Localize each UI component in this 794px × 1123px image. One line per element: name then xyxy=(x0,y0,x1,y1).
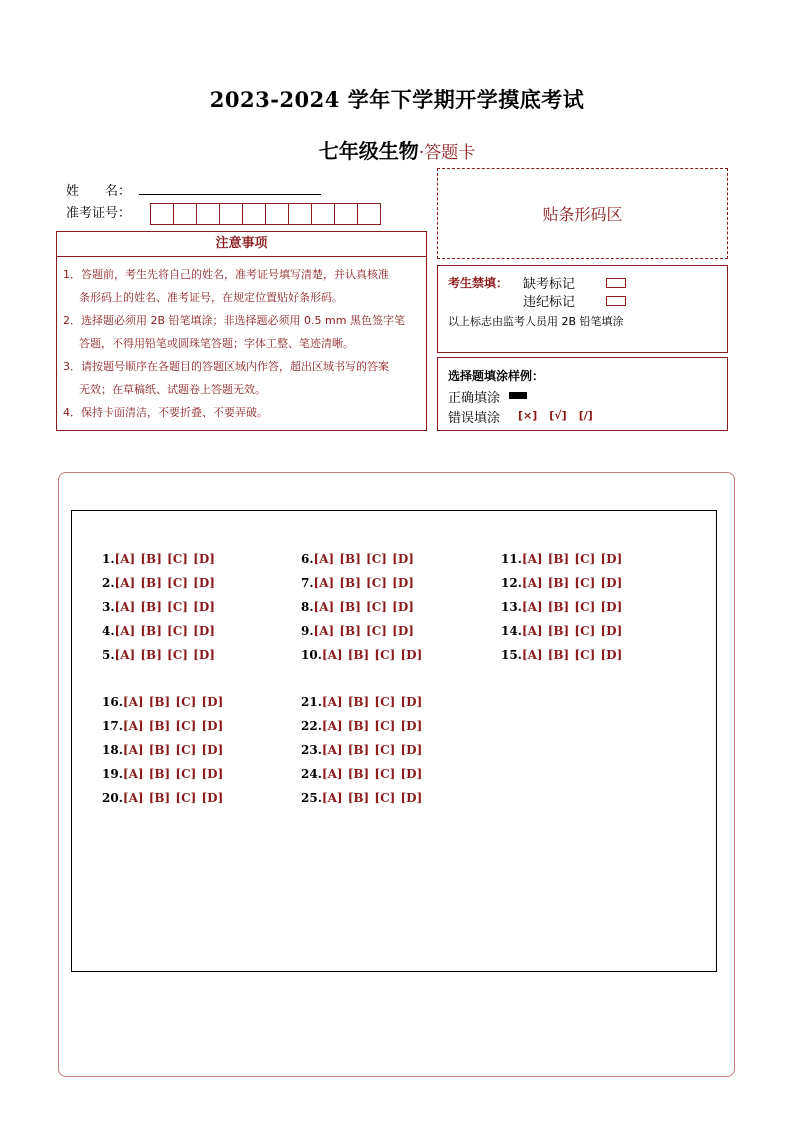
answer-options[interactable]: [A] [B] [C] [D] xyxy=(321,743,423,757)
question-number: 5. xyxy=(102,648,115,662)
answer-options[interactable]: [A] [B] [C] [D] xyxy=(122,767,224,781)
question-number: 24. xyxy=(301,767,322,781)
question-number: 7. xyxy=(301,576,314,590)
fill-sample-box xyxy=(437,357,728,431)
ticket-digit-box[interactable] xyxy=(196,203,220,225)
question-number: 25. xyxy=(301,791,322,805)
wrong-fill-marks xyxy=(518,409,593,422)
exam-title: 2023-2024 学年下学期开学摸底考试 xyxy=(209,87,585,112)
ticket-number-label: 准考证号： xyxy=(66,206,132,221)
answer-options[interactable]: [A] [B] [C] [D] xyxy=(122,695,224,709)
question-number: 16. xyxy=(102,695,123,709)
wrong-mark-cross: [×] xyxy=(518,409,538,422)
fill-sample-title: 选择题填涂样例： xyxy=(448,369,545,383)
question-item xyxy=(102,791,223,805)
title-separator: · xyxy=(418,143,425,163)
question-item xyxy=(301,624,414,638)
question-number: 18. xyxy=(102,743,123,757)
question-number: 1. xyxy=(102,552,115,566)
notice-item-line: 3．请按题号顺序在各题目的答题区域内作答，超出区域书写的答案 xyxy=(63,360,389,373)
question-number: 11. xyxy=(501,552,522,566)
question-number: 17. xyxy=(102,719,123,733)
question-item xyxy=(501,552,622,566)
correct-fill-label: 正确填涂 xyxy=(448,391,501,406)
ticket-digit-box[interactable] xyxy=(219,203,243,225)
proctor-only-box xyxy=(437,265,728,353)
question-number: 10. xyxy=(301,648,322,662)
answer-options[interactable]: [A] [B] [C] [D] xyxy=(114,552,215,566)
answer-options[interactable]: [A] [B] [C] [D] xyxy=(321,648,423,662)
answer-options[interactable]: [A] [B] [C] [D] xyxy=(122,791,224,805)
ticket-digit-box[interactable] xyxy=(150,203,174,225)
proctor-note: 以上标志由监考人员用 2B 铅笔填涂 xyxy=(448,315,624,328)
answer-options[interactable]: [A] [B] [C] [D] xyxy=(521,576,623,590)
answer-options[interactable]: [A] [B] [C] [D] xyxy=(114,600,215,614)
question-number: 22. xyxy=(301,719,322,733)
card-subtitle xyxy=(0,135,794,164)
question-number: 3. xyxy=(102,600,115,614)
barcode-area: 贴条形码区 xyxy=(437,168,728,259)
notice-item-line: 2．选择题必须用 2B 铅笔填涂；非选择题必须用 0.5 mm 黑色签字笔 xyxy=(63,314,405,327)
question-item xyxy=(301,648,422,662)
question-item xyxy=(301,791,422,805)
answer-options[interactable]: [A] [B] [C] [D] xyxy=(122,719,224,733)
ticket-digit-box[interactable] xyxy=(173,203,197,225)
answer-options[interactable]: [A] [B] [C] [D] xyxy=(114,648,215,662)
wrong-fill-label: 错误填涂 xyxy=(448,411,501,426)
answer-options[interactable]: [A] [B] [C] [D] xyxy=(521,624,623,638)
notice-list xyxy=(57,257,426,424)
question-item xyxy=(501,648,622,662)
notice-item-line: 无效；在草稿纸、试题卷上答题无效。 xyxy=(79,383,266,396)
notice-item-line: 4．保持卡面清洁，不要折叠、不要弄破。 xyxy=(63,406,268,419)
question-item xyxy=(301,600,414,614)
name-label: 姓 名： xyxy=(66,184,132,199)
question-item xyxy=(102,600,215,614)
question-item xyxy=(102,695,223,709)
notice-item xyxy=(63,309,420,355)
answer-options[interactable]: [A] [B] [C] [D] xyxy=(114,624,215,638)
answer-options[interactable]: [A] [B] [C] [D] xyxy=(321,695,423,709)
ticket-number-boxes xyxy=(150,203,380,225)
name-field[interactable] xyxy=(139,194,321,195)
question-item xyxy=(301,552,414,566)
notice-item-line: 答题，不得用铅笔或圆珠笔答题；字体工整、笔迹清晰。 xyxy=(79,337,354,350)
notice-item xyxy=(63,355,420,401)
forbidden-label: 考生禁填： xyxy=(448,276,509,290)
answer-options[interactable]: [A] [B] [C] [D] xyxy=(313,552,414,566)
question-item xyxy=(301,767,422,781)
answer-options[interactable]: [A] [B] [C] [D] xyxy=(521,648,623,662)
question-item xyxy=(102,624,215,638)
question-item xyxy=(102,576,215,590)
question-number: 9. xyxy=(301,624,314,638)
question-item xyxy=(102,552,215,566)
question-number: 15. xyxy=(501,648,522,662)
question-item xyxy=(301,695,422,709)
violation-mark-box[interactable] xyxy=(606,296,626,306)
answer-options[interactable]: [A] [B] [C] [D] xyxy=(313,624,414,638)
question-number: 8. xyxy=(301,600,314,614)
question-item xyxy=(501,600,622,614)
question-item xyxy=(301,576,414,590)
question-number: 14. xyxy=(501,624,522,638)
question-item xyxy=(301,719,422,733)
violation-mark-label: 违纪标记 xyxy=(523,295,576,310)
ticket-digit-box[interactable] xyxy=(334,203,358,225)
question-number: 12. xyxy=(501,576,522,590)
question-item xyxy=(102,767,223,781)
ticket-digit-box[interactable] xyxy=(288,203,312,225)
answer-options[interactable]: [A] [B] [C] [D] xyxy=(114,576,215,590)
wrong-mark-slash: [/] xyxy=(578,409,593,422)
subject-name: 七年级生物 xyxy=(318,139,419,163)
question-number: 4. xyxy=(102,624,115,638)
notice-box xyxy=(56,231,427,431)
question-item xyxy=(102,743,223,757)
question-number: 23. xyxy=(301,743,322,757)
ticket-digit-box[interactable] xyxy=(357,203,381,225)
ticket-digit-box[interactable] xyxy=(311,203,335,225)
question-number: 21. xyxy=(301,695,322,709)
question-item xyxy=(501,624,622,638)
absent-mark-label: 缺考标记 xyxy=(523,277,576,292)
answer-options[interactable]: [A] [B] [C] [D] xyxy=(321,791,423,805)
question-item xyxy=(301,743,422,757)
wrong-mark-check: [√] xyxy=(549,409,567,422)
notice-item xyxy=(63,401,420,424)
question-number: 6. xyxy=(301,552,314,566)
notice-item-line: 1．答题前，考生先将自己的姓名，准考证号填写清楚，并认真核准 xyxy=(63,268,389,281)
question-number: 2. xyxy=(102,576,115,590)
question-item xyxy=(102,719,223,733)
ticket-digit-box[interactable] xyxy=(242,203,266,225)
question-item xyxy=(102,648,215,662)
correct-fill-mark xyxy=(509,392,527,399)
ticket-digit-box[interactable] xyxy=(265,203,289,225)
answer-options[interactable]: [A] [B] [C] [D] xyxy=(313,600,414,614)
answer-options[interactable]: [A] [B] [C] [D] xyxy=(321,719,423,733)
question-number: 13. xyxy=(501,600,522,614)
answer-options[interactable]: [A] [B] [C] [D] xyxy=(313,576,414,590)
notice-item xyxy=(63,263,420,309)
question-number: 19. xyxy=(102,767,123,781)
notice-title: 注意事项 xyxy=(57,232,426,257)
card-label: 答题卡 xyxy=(424,143,476,163)
question-number: 20. xyxy=(102,791,123,805)
answer-options[interactable]: [A] [B] [C] [D] xyxy=(321,767,423,781)
answer-options[interactable]: [A] [B] [C] [D] xyxy=(521,600,623,614)
question-item xyxy=(501,576,622,590)
answer-options[interactable]: [A] [B] [C] [D] xyxy=(122,743,224,757)
absent-mark-box[interactable] xyxy=(606,278,626,288)
notice-item-line: 条形码上的姓名、准考证号，在规定位置贴好条形码。 xyxy=(79,291,343,304)
answer-options[interactable]: [A] [B] [C] [D] xyxy=(521,552,623,566)
